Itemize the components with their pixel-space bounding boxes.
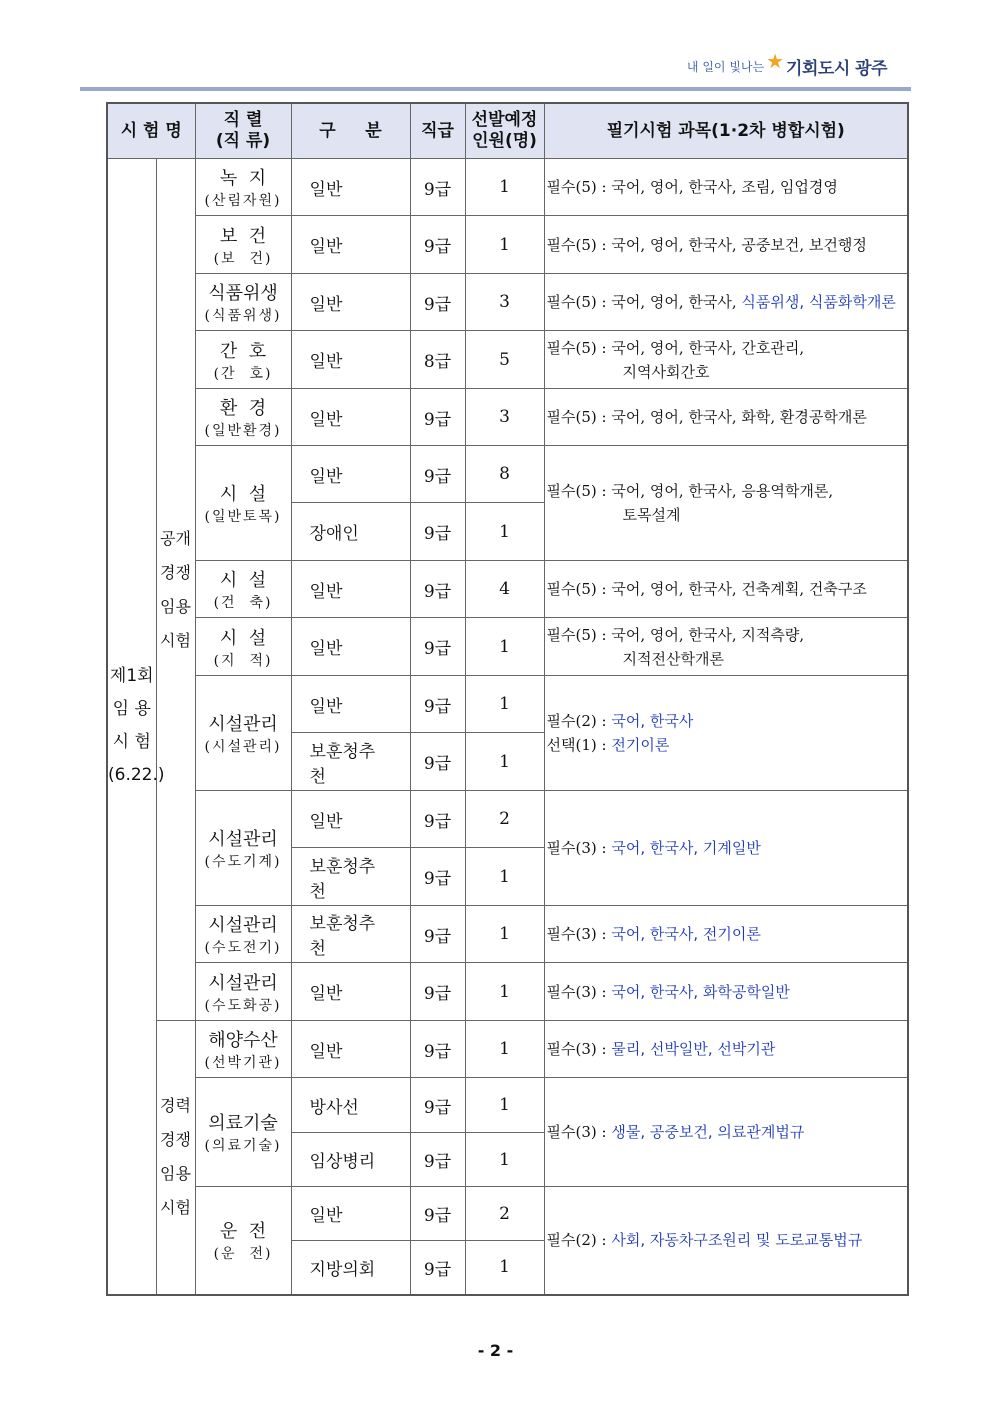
- series-name: 녹 지: [219, 168, 267, 189]
- division-cell: 일반: [291, 618, 410, 676]
- subjects-cell: [544, 791, 908, 906]
- division-cell: 방사선: [291, 1078, 410, 1133]
- series-name: 의료기술: [208, 1113, 278, 1134]
- count-cell: 3: [465, 274, 544, 331]
- series-name: 시 설: [219, 570, 267, 591]
- division-cell: 일반: [291, 791, 410, 848]
- count-cell: 1: [465, 618, 544, 676]
- table-row: [107, 274, 908, 331]
- subjects-line: [547, 290, 906, 314]
- subjects-text: 필수(3) :: [546, 982, 612, 1001]
- header-count: 선발예정 인원(명): [465, 103, 544, 159]
- series-cell: [195, 618, 291, 676]
- division-cell: 장애인: [291, 503, 410, 561]
- header-grade: 직급: [410, 103, 465, 159]
- series-name: 시설관리: [208, 972, 278, 994]
- subjects-cell: [544, 331, 908, 389]
- count-cell: 1: [465, 733, 544, 791]
- series-class: (운 전): [213, 1246, 273, 1263]
- subjects-text: 필수(3) :: [546, 839, 612, 857]
- series-class: (건 축): [213, 595, 273, 611]
- subjects-text: 필수(2) :: [546, 712, 612, 730]
- grade-cell: 9급: [410, 791, 465, 848]
- series-cell: [195, 446, 291, 561]
- subjects-highlight: 사회, 자동차구조원리 및 도로교통법규: [611, 1231, 863, 1250]
- subjects-line: [547, 922, 906, 946]
- series-cell: [195, 159, 291, 216]
- subjects-text: 필수(5) : 국어, 영어, 한국사, 조림, 임업경영: [546, 178, 838, 196]
- division-cell: 일반: [291, 446, 410, 503]
- subjects-highlight: 물리, 선박일반, 선박기관: [611, 1040, 776, 1058]
- table-row: [107, 331, 908, 389]
- subjects-cell: [544, 618, 908, 676]
- subjects-line: [547, 1120, 906, 1144]
- subjects-cell: [544, 906, 908, 963]
- subjects-elective-line: [547, 733, 906, 757]
- subjects-text: 필수(3) :: [546, 925, 612, 943]
- grade-cell: 9급: [410, 274, 465, 331]
- grade-cell: 9급: [410, 561, 465, 618]
- subjects-line: [547, 980, 906, 1004]
- division-cell: 일반: [291, 1021, 410, 1078]
- count-cell: 8: [465, 446, 544, 503]
- subjects-line2: 토목설계: [622, 506, 681, 524]
- series-class: (일반환경): [204, 423, 282, 439]
- subjects-highlight: 국어, 한국사, 화학공학일반: [611, 982, 790, 1001]
- subjects-line: [547, 479, 906, 503]
- table-row: [107, 791, 908, 848]
- series-name: 간 호: [219, 340, 267, 362]
- exam-schedule-table: [106, 102, 909, 1296]
- grade-cell: 9급: [410, 503, 465, 561]
- grade-cell: 9급: [410, 676, 465, 733]
- table-row: [107, 1021, 908, 1078]
- grade-cell: 9급: [410, 216, 465, 274]
- table-row: [107, 676, 908, 733]
- series-class: (간 호): [213, 365, 273, 382]
- subjects-line: [547, 836, 906, 860]
- subjects-highlight: 전기이론: [611, 736, 670, 754]
- subjects-text: 선택(1) :: [546, 736, 612, 754]
- star-icon: ★: [766, 48, 785, 73]
- grade-cell: 9급: [410, 848, 465, 906]
- series-name: 환 경: [219, 398, 267, 419]
- division-cell: 보훈청추천: [291, 733, 410, 791]
- series-cell: [195, 1187, 291, 1295]
- subjects-cell: [544, 389, 908, 446]
- series-name: 시설관리: [208, 829, 278, 850]
- table-row: [107, 216, 908, 274]
- count-cell: 1: [465, 159, 544, 216]
- series-name: 식품위생: [208, 283, 278, 304]
- table-row: [107, 1187, 908, 1241]
- series-class: (수도화공): [204, 997, 282, 1014]
- series-cell: [195, 274, 291, 331]
- subjects-cell: [544, 216, 908, 274]
- subjects-cell: [544, 1021, 908, 1078]
- header-series: 직 렬 (직 류): [195, 103, 291, 159]
- table-row: [107, 963, 908, 1021]
- subjects-line2: 지적전산학개론: [622, 649, 724, 668]
- subjects-cell: [544, 446, 908, 561]
- header-rule: [80, 87, 911, 91]
- count-cell: 4: [465, 561, 544, 618]
- subjects-cell: [544, 963, 908, 1021]
- division-cell: 임상병리: [291, 1133, 410, 1187]
- series-cell: [195, 906, 291, 963]
- division-cell: 일반: [291, 1187, 410, 1241]
- grade-cell: 9급: [410, 1133, 465, 1187]
- series-class: (식품위생): [204, 308, 282, 324]
- series-class: (수도기계): [204, 854, 282, 870]
- count-cell: 1: [465, 216, 544, 274]
- subjects-line: [547, 577, 906, 601]
- division-cell: 일반: [291, 216, 410, 274]
- subjects-text: 필수(2) :: [546, 1231, 612, 1250]
- subjects-line: [547, 233, 906, 257]
- count-cell: 1: [465, 963, 544, 1021]
- subjects-text: 필수(3) :: [546, 1123, 612, 1141]
- series-cell: [195, 1021, 291, 1078]
- division-cell: 일반: [291, 159, 410, 216]
- grade-cell: 9급: [410, 733, 465, 791]
- count-cell: 1: [465, 503, 544, 561]
- subjects-line2: 지역사회간호: [622, 362, 710, 381]
- kind-open-cell: 공개 경쟁 임용 시험: [156, 159, 195, 1021]
- subjects-line: [547, 1037, 906, 1061]
- count-cell: 1: [465, 848, 544, 906]
- count-cell: 1: [465, 676, 544, 733]
- table-row: [107, 446, 908, 503]
- exam-name-cell: 제1회 임 용 시 험 (6.22.): [107, 159, 156, 1295]
- table-row: [107, 389, 908, 446]
- subjects-line: [547, 623, 906, 647]
- series-class: (선박기관): [204, 1055, 282, 1071]
- series-class: (시설관리): [204, 739, 282, 755]
- table-header-row: [107, 103, 908, 159]
- series-cell: [195, 331, 291, 389]
- series-cell: [195, 216, 291, 274]
- division-cell: 일반: [291, 561, 410, 618]
- subjects-highlight: 국어, 한국사, 전기이론: [611, 925, 761, 943]
- grade-cell: 9급: [410, 159, 465, 216]
- series-name: 운 전: [219, 1221, 267, 1243]
- division-cell: 지방의회: [291, 1241, 410, 1295]
- header-subjects: 필기시험 과목(1·2차 병합시험): [544, 103, 908, 159]
- header-exam: 시 험 명: [107, 103, 195, 159]
- subjects-text: 필수(5) : 국어, 영어, 한국사, 지적측량,: [546, 625, 805, 644]
- subjects-line: [547, 336, 906, 360]
- logo-slogan: 내 일이 빛나는: [686, 60, 765, 74]
- series-cell: [195, 561, 291, 618]
- subjects-cell: [544, 1187, 908, 1295]
- subjects-text: 필수(5) : 국어, 영어, 한국사,: [546, 293, 742, 311]
- grade-cell: 9급: [410, 1021, 465, 1078]
- subjects-highlight: 국어, 한국사: [611, 712, 694, 730]
- city-logo: [686, 48, 887, 79]
- subjects-cell: [544, 1078, 908, 1187]
- count-cell: 1: [465, 1241, 544, 1295]
- logo-city: 기회도시 광주: [786, 59, 887, 79]
- series-cell: [195, 676, 291, 791]
- division-cell: 일반: [291, 676, 410, 733]
- count-cell: 1: [465, 1021, 544, 1078]
- grade-cell: 9급: [410, 618, 465, 676]
- subjects-line: [547, 709, 906, 733]
- kind-career-cell: 경력 경쟁 임용 시험: [156, 1021, 195, 1295]
- subjects-text: 필수(5) : 국어, 영어, 한국사, 건축계획, 건축구조: [546, 580, 867, 598]
- series-class: (일반토목): [204, 509, 282, 525]
- division-cell: 일반: [291, 274, 410, 331]
- series-name: 보 건: [219, 225, 267, 247]
- series-class: (수도전기): [204, 940, 282, 956]
- subjects-cell: [544, 676, 908, 791]
- series-cell: [195, 963, 291, 1021]
- count-cell: 2: [465, 791, 544, 848]
- series-class: (보 건): [213, 250, 273, 267]
- subjects-highlight: 생물, 공중보건, 의료관계법규: [611, 1123, 805, 1141]
- grade-cell: 9급: [410, 1241, 465, 1295]
- series-cell: [195, 1078, 291, 1187]
- table-row: [107, 1078, 908, 1133]
- division-cell: 일반: [291, 389, 410, 446]
- division-cell: 보훈청추천: [291, 848, 410, 906]
- page-number: - 2 -: [477, 1341, 514, 1360]
- count-cell: 1: [465, 906, 544, 963]
- grade-cell: 9급: [410, 389, 465, 446]
- table-row: [107, 561, 908, 618]
- subjects-line: [547, 175, 906, 199]
- subjects-cell: [544, 159, 908, 216]
- grade-cell: 9급: [410, 963, 465, 1021]
- series-class: (지 적): [213, 652, 273, 669]
- count-cell: 1: [465, 1078, 544, 1133]
- count-cell: 5: [465, 331, 544, 389]
- series-cell: [195, 791, 291, 906]
- division-cell: 일반: [291, 331, 410, 389]
- subjects-text: 필수(5) : 국어, 영어, 한국사, 간호관리,: [546, 338, 805, 357]
- series-name: 시설관리: [208, 915, 278, 936]
- count-cell: 2: [465, 1187, 544, 1241]
- series-name: 시 설: [219, 627, 267, 649]
- header-division: 구 분: [291, 103, 410, 159]
- subjects-cell: [544, 561, 908, 618]
- series-name: 해양수산: [208, 1030, 278, 1051]
- grade-cell: 9급: [410, 1187, 465, 1241]
- division-cell: 보훈청추천: [291, 906, 410, 963]
- series-name: 시 설: [219, 484, 267, 505]
- series-cell: [195, 389, 291, 446]
- table-row: [107, 618, 908, 676]
- series-class: (의료기술): [204, 1138, 282, 1154]
- count-cell: 1: [465, 1133, 544, 1187]
- grade-cell: 9급: [410, 1078, 465, 1133]
- subjects-cell: [544, 274, 908, 331]
- division-cell: 일반: [291, 963, 410, 1021]
- subjects-highlight: 식품위생, 식품화학개론: [741, 293, 896, 311]
- count-cell: 3: [465, 389, 544, 446]
- grade-cell: 9급: [410, 446, 465, 503]
- series-class: (산림자원): [204, 193, 282, 209]
- subjects-line: [547, 1228, 906, 1252]
- grade-cell: 9급: [410, 906, 465, 963]
- table-row: [107, 159, 908, 216]
- subjects-text: 필수(5) : 국어, 영어, 한국사, 응용역학개론,: [546, 482, 834, 500]
- subjects-line: [547, 405, 906, 429]
- subjects-text: 필수(5) : 국어, 영어, 한국사, 공중보건, 보건행정: [546, 235, 867, 254]
- subjects-highlight: 국어, 한국사, 기계일반: [611, 839, 761, 857]
- subjects-text: 필수(5) : 국어, 영어, 한국사, 화학, 환경공학개론: [546, 408, 867, 426]
- series-name: 시설관리: [208, 714, 278, 735]
- grade-cell: 8급: [410, 331, 465, 389]
- subjects-text: 필수(3) :: [546, 1040, 612, 1058]
- table-row: [107, 906, 908, 963]
